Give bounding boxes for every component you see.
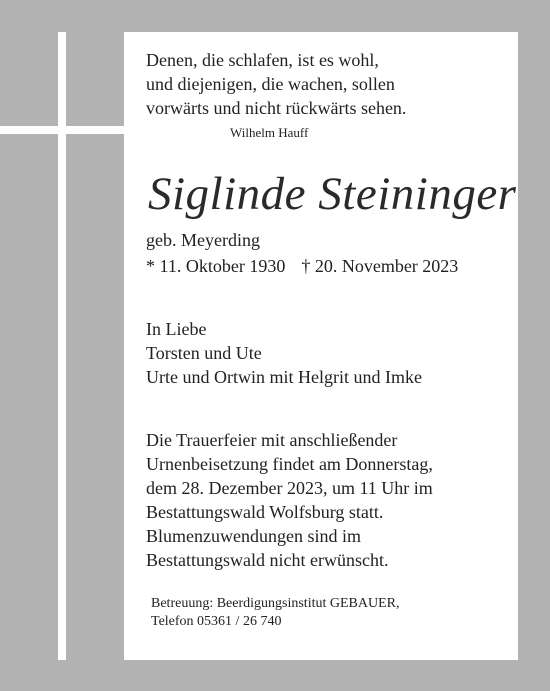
- birth-date: * 11. Oktober 1930: [146, 256, 286, 276]
- family-signature: [146, 317, 422, 389]
- cross-icon-horizontal-bar: [0, 126, 124, 134]
- ceremony-line: Die Trauerfeier mit anschließender: [146, 430, 398, 450]
- life-dates: [146, 254, 458, 278]
- poem-line: Denen, die schlafen, ist es wohl,: [146, 50, 379, 70]
- poem-line: und diejenigen, die wachen, sollen: [146, 74, 395, 94]
- poem-quote: [146, 48, 406, 120]
- ceremony-notice: [146, 428, 433, 572]
- funeral-home-phone: Telefon 05361 / 26 740: [151, 614, 282, 629]
- death-date: † 20. November 2023: [301, 256, 459, 276]
- funeral-home-name: Betreuung: Beerdigungsinstitut GEBAUER,: [151, 596, 400, 611]
- deceased-name: Siglinde Steininger: [148, 168, 517, 220]
- ceremony-line: dem 28. Dezember 2023, um 11 Uhr im: [146, 478, 433, 498]
- ceremony-line: Bestattungswald nicht erwünscht.: [146, 550, 389, 570]
- ceremony-line: Blumenzuwendungen sind im: [146, 526, 361, 546]
- funeral-home-info: [151, 595, 399, 631]
- ceremony-line: Urnenbeisetzung findet am Donnerstag,: [146, 454, 433, 474]
- poem-line: vorwärts und nicht rückwärts sehen.: [146, 98, 407, 118]
- ceremony-line: Bestattungswald Wolfsburg statt.: [146, 502, 384, 522]
- obituary-card: [124, 32, 518, 660]
- maiden-name: geb. Meyerding: [146, 230, 260, 250]
- poem-author: Wilhelm Hauff: [230, 125, 309, 140]
- family-line: In Liebe: [146, 319, 207, 339]
- family-line: Urte und Ortwin mit Helgrit und Imke: [146, 367, 422, 387]
- family-line: Torsten und Ute: [146, 343, 262, 363]
